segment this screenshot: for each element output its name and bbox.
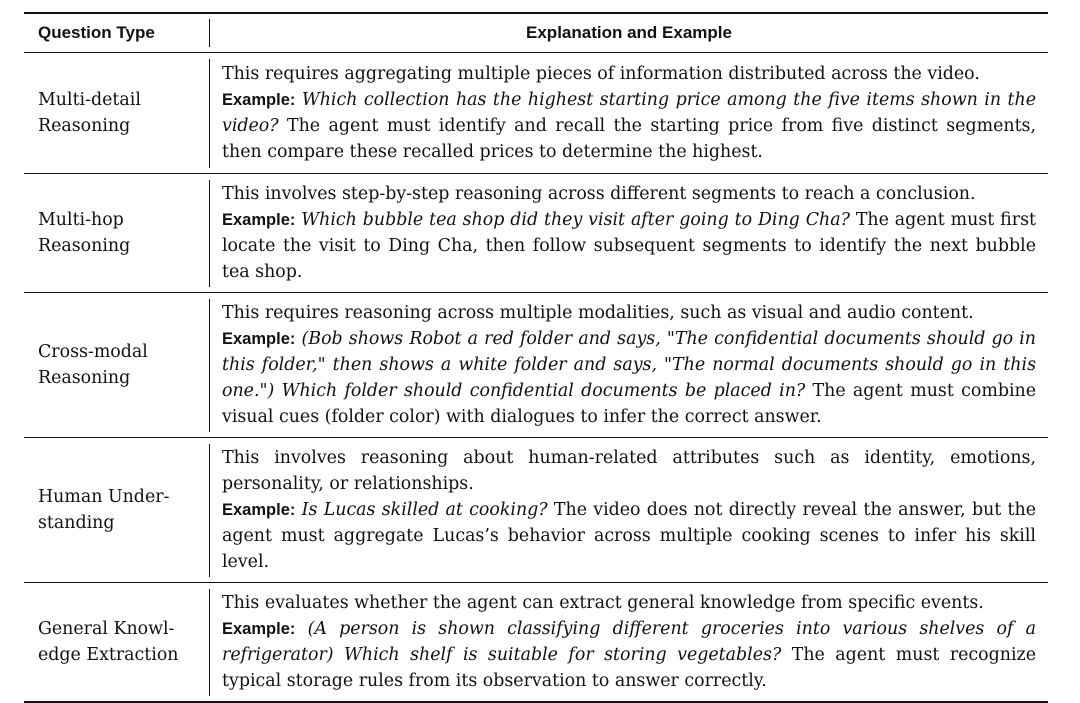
- table-header-row: [24, 13, 1048, 53]
- header-question-type: Question Type: [38, 23, 155, 42]
- example-label: Example:: [222, 211, 296, 229]
- example-question: (A person is shown classifying different groceries into various shelves of a refrigerator) Which shelf is suitable for storing vegetables?: [222, 619, 1036, 665]
- header-explanation: Explanation and Example: [526, 23, 732, 42]
- row-explanation-cell: [210, 583, 1048, 703]
- table-row: [24, 293, 1048, 438]
- example-question: (Bob shows Robot a red folder and says, "The confidential documents should go in this folder," then shows a white folder and says, "The normal documents should go in this one.") Which folder should confidential documents be placed in?: [222, 329, 1037, 401]
- row-type: Cross-modal Reasoning: [38, 342, 148, 388]
- column-separator: [209, 299, 210, 432]
- row-type: Multi-detail Reasoning: [38, 90, 141, 136]
- column-separator: [209, 444, 210, 577]
- row-description: This involves reasoning about human-related attributes such as identity, emotions, personality, or relationships.: [222, 448, 1036, 494]
- row-type-cell: [24, 53, 210, 174]
- row-explanation-cell: [210, 174, 1048, 293]
- example-label: Example:: [222, 620, 296, 638]
- table-row: [24, 174, 1048, 293]
- table-row: [24, 53, 1048, 174]
- example-answer: The agent must recognize typical storage rules from its observation to answer correctly.: [222, 645, 1036, 691]
- example-question: Is Lucas skilled at cooking?: [301, 500, 548, 520]
- table: [24, 12, 1048, 703]
- example-answer: The video does not directly reveal the answer, but the agent must aggregate Lucas’s behavior across multiple cooking scenes to infer his skill level.: [222, 500, 1037, 572]
- example-label: Example:: [222, 330, 296, 348]
- row-description: This involves step-by-step reasoning across different segments to reach a conclusion.: [222, 184, 976, 204]
- table-row: [24, 438, 1048, 583]
- row-type-cell: [24, 293, 210, 438]
- example-question: Which bubble tea shop did they visit after going to Ding Cha?: [301, 210, 850, 230]
- row-description: This requires reasoning across multiple modalities, such as visual and audio content.: [222, 303, 974, 323]
- example-label: Example:: [222, 501, 296, 519]
- column-separator: [209, 59, 210, 168]
- column-separator: [209, 180, 210, 287]
- example-question: Which collection has the highest starting price among the five items shown in the video?: [222, 90, 1037, 136]
- row-type-cell: [24, 583, 210, 703]
- question-type-table: [24, 12, 1048, 703]
- row-type: Multi-hop Reasoning: [38, 210, 131, 256]
- row-explanation-cell: [210, 53, 1048, 174]
- column-separator: [209, 589, 210, 697]
- example-answer: The agent must identify and recall the starting price from five distinct segments, then compare these recalled prices to determine the highest.: [222, 116, 1037, 162]
- row-type-cell: [24, 438, 210, 583]
- example-answer: The agent must combine visual cues (folder color) with dialogues to infer the correct answer.: [222, 381, 1037, 427]
- row-explanation-cell: [210, 293, 1048, 438]
- example-label: Example:: [222, 91, 296, 109]
- table-row: [24, 583, 1048, 703]
- row-description: This requires aggregating multiple pieces of information distributed across the video.: [222, 64, 980, 84]
- row-type-cell: [24, 174, 210, 293]
- row-type: General Knowl-edge Extraction: [38, 619, 179, 665]
- row-type: Human Under-standing: [38, 487, 170, 533]
- column-separator: [209, 19, 210, 47]
- row-explanation-cell: [210, 438, 1048, 583]
- row-description: This evaluates whether the agent can extract general knowledge from specific events.: [222, 593, 984, 613]
- example-answer: The agent must first locate the visit to Ding Cha, then follow subsequent segments to identify the next bubble tea shop.: [222, 210, 1036, 282]
